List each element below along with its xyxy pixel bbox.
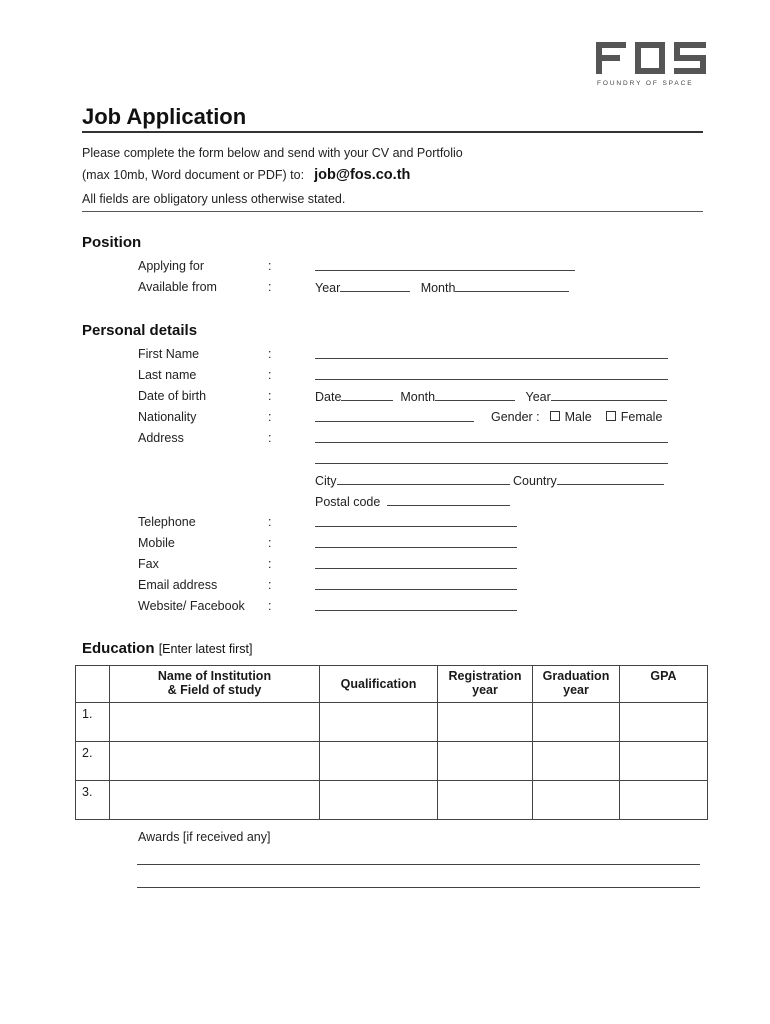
colon: : [268, 389, 272, 403]
male-checkbox[interactable] [550, 411, 560, 421]
contact-email[interactable]: job@fos.co.th [314, 167, 411, 183]
gender-label: Gender : [491, 410, 540, 424]
fos-logo [596, 42, 706, 74]
field-date-of-birth[interactable] [315, 389, 667, 404]
field-awards-line-1[interactable] [137, 864, 700, 865]
field-address-line-1[interactable] [315, 431, 668, 446]
field-nationality[interactable] [315, 410, 474, 425]
header-institution [110, 666, 320, 703]
education-table [75, 665, 708, 820]
header-institution-line-2: & Field of study [167, 683, 262, 697]
cell-graduation-year[interactable] [533, 742, 620, 781]
cell-institution[interactable] [110, 742, 320, 781]
cell-registration-year[interactable] [438, 781, 533, 820]
colon: : [268, 578, 272, 592]
male-label: Male [564, 410, 592, 424]
cell-registration-year[interactable] [438, 742, 533, 781]
label-first-name: First Name [138, 347, 200, 361]
cell-gpa[interactable] [620, 703, 708, 742]
header-registration-year [438, 666, 533, 703]
female-checkbox[interactable] [606, 411, 616, 421]
year-label: Year [525, 390, 551, 404]
row-number: 1. [76, 703, 110, 742]
fos-logo-mark [596, 42, 706, 74]
city-label: City [315, 474, 337, 488]
cell-graduation-year[interactable] [533, 703, 620, 742]
page-title: Job Application [82, 104, 247, 129]
field-applying-for[interactable] [315, 259, 575, 274]
cell-gpa[interactable] [620, 781, 708, 820]
cell-institution[interactable] [110, 781, 320, 820]
logo-subtitle: FOUNDRY OF SPACE [597, 80, 694, 87]
header-qualification: Qualification [320, 666, 438, 703]
colon: : [268, 410, 272, 424]
colon: : [268, 259, 272, 273]
label-date-of-birth: Date of birth [138, 389, 207, 403]
label-available-from: Available from [138, 280, 217, 294]
colon: : [268, 557, 272, 571]
header-registration-line-2: year [472, 683, 498, 697]
intro-line-1: Please complete the form below and send with your CV and Portfolio [82, 146, 463, 160]
field-email-address[interactable] [315, 578, 517, 593]
header-graduation-line-2: year [563, 683, 589, 697]
header-graduation-line-1: Graduation [542, 669, 610, 683]
label-website-facebook: Website/ Facebook [138, 599, 245, 613]
field-available-from[interactable] [315, 280, 569, 295]
label-telephone: Telephone [138, 515, 196, 529]
field-website-facebook[interactable] [315, 599, 517, 614]
intro-line-2 [82, 167, 410, 183]
colon: : [268, 280, 272, 294]
education-heading: Education [82, 640, 155, 657]
colon: : [268, 515, 272, 529]
intro-line-3: All fields are obligatory unless otherwise stated. [82, 192, 346, 206]
table-row [76, 742, 708, 781]
label-applying-for: Applying for [138, 259, 205, 273]
field-mobile[interactable] [315, 536, 517, 551]
intro-divider [82, 211, 703, 212]
education-header-row [76, 666, 708, 703]
field-telephone[interactable] [315, 515, 517, 530]
colon: : [268, 347, 272, 361]
field-awards-line-2[interactable] [137, 887, 700, 888]
colon: : [268, 368, 272, 382]
postal-code-label: Postal code [315, 495, 381, 509]
section-personal-details: Personal details [82, 322, 198, 339]
header-registration-line-1: Registration [448, 669, 522, 683]
label-address: Address [138, 431, 184, 445]
label-fax: Fax [138, 557, 159, 571]
cell-qualification[interactable] [320, 781, 438, 820]
female-label: Female [620, 410, 663, 424]
title-divider [82, 131, 703, 133]
colon: : [268, 431, 272, 445]
month-label: Month [400, 390, 436, 404]
table-row [76, 781, 708, 820]
cell-gpa[interactable] [620, 742, 708, 781]
label-email-address: Email address [138, 578, 218, 592]
cell-qualification[interactable] [320, 703, 438, 742]
field-city-country[interactable] [315, 473, 664, 488]
date-label: Date [315, 390, 342, 404]
education-note: [Enter latest first] [158, 642, 253, 656]
colon: : [268, 536, 272, 550]
label-mobile: Mobile [138, 536, 175, 550]
section-education [82, 640, 252, 657]
row-number: 3. [76, 781, 110, 820]
label-nationality: Nationality [138, 410, 197, 424]
country-label: Country [513, 474, 557, 488]
field-last-name[interactable] [315, 368, 668, 383]
field-fax[interactable] [315, 557, 517, 572]
header-institution-line-1: Name of Institution [157, 669, 272, 683]
label-last-name: Last name [138, 368, 197, 382]
intro-line-2-text: (max 10mb, Word document or PDF) to: [82, 168, 305, 182]
section-position: Position [82, 234, 142, 251]
field-address-line-2[interactable] [315, 452, 668, 467]
year-label: Year [315, 281, 341, 295]
table-row [76, 703, 708, 742]
field-postal-code[interactable] [315, 494, 510, 509]
cell-graduation-year[interactable] [533, 781, 620, 820]
month-label: Month [420, 281, 456, 295]
header-graduation-year [533, 666, 620, 703]
cell-registration-year[interactable] [438, 703, 533, 742]
cell-qualification[interactable] [320, 742, 438, 781]
label-awards: Awards [if received any] [138, 830, 271, 844]
gender-group [491, 410, 662, 424]
field-first-name[interactable] [315, 347, 668, 362]
header-number [76, 666, 110, 703]
cell-institution[interactable] [110, 703, 320, 742]
row-number: 2. [76, 742, 110, 781]
header-gpa: GPA [620, 666, 708, 703]
colon: : [268, 599, 272, 613]
